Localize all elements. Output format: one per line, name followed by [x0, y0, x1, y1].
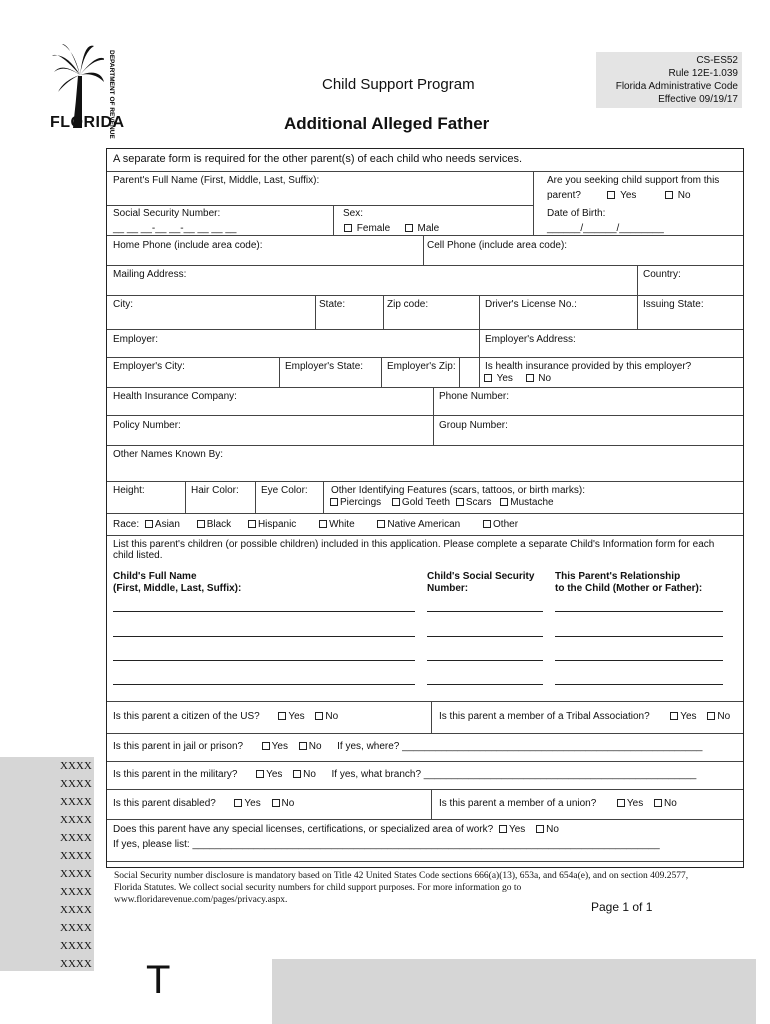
relationship-line-3[interactable]	[555, 660, 723, 661]
black-checkbox[interactable]	[197, 520, 205, 528]
form-title: Additional Alleged Father	[284, 114, 490, 133]
zip-label: Zip code:	[387, 299, 429, 310]
intro-text: A separate form is required for the other parent(s) of each child who needs services.	[113, 153, 523, 165]
military-question: Is this parent in the military?	[113, 769, 238, 780]
mailing-address-label: Mailing Address:	[113, 269, 187, 280]
child-name-header: Child's Full Name	[113, 571, 197, 582]
jail-question: Is this parent in jail or prison?	[113, 741, 244, 752]
citizen-no-label: No	[325, 711, 339, 722]
rule-number: Rule 12E-1.039	[668, 68, 738, 79]
relationship-line-1[interactable]	[555, 611, 723, 612]
other-race-label: Other	[493, 519, 519, 530]
phone-number-label: Phone Number:	[439, 391, 510, 402]
ssn-label: Social Security Number:	[113, 208, 221, 219]
employer-city-label: Employer's City:	[113, 361, 185, 372]
scars-label: Scars	[465, 497, 492, 508]
piercings-label: Piercings	[340, 497, 382, 508]
jail-row	[113, 741, 702, 753]
jail-yes-label: Yes	[271, 741, 288, 752]
union-question: Is this parent a member of a union?	[439, 798, 597, 809]
relationship-line-4[interactable]	[555, 684, 723, 685]
gold-teeth-checkbox[interactable]	[392, 498, 400, 506]
seeking-no-checkbox[interactable]	[665, 191, 673, 199]
sex-label: Sex:	[343, 208, 364, 219]
disabled-no-checkbox[interactable]	[272, 799, 280, 807]
license-list-field[interactable]: If yes, please list: ____________________________________________________________________________________	[113, 839, 660, 850]
disclosure-line-2: Florida Statutes. We collect social security numbers for child support purposes. For more information go to	[114, 883, 522, 893]
relationship-line-2[interactable]	[555, 636, 723, 637]
union-no-label: No	[663, 798, 677, 809]
relationship-header: This Parent's Relationship	[555, 571, 681, 582]
issuing-state-label: Issuing State:	[643, 299, 704, 310]
tribal-no-label: No	[717, 711, 731, 722]
relationship-subheader: to the Child (Mother or Father):	[555, 583, 703, 594]
redaction-mark: XXXX	[60, 886, 92, 898]
drivers-license-label: Driver's License No.:	[485, 299, 577, 310]
license-no-checkbox[interactable]	[536, 825, 544, 833]
city-label: City:	[113, 299, 133, 310]
redaction-mark: XXXX	[60, 940, 92, 952]
form-number: CS-ES52	[696, 55, 738, 66]
native-american-label: Native American	[387, 519, 461, 530]
male-checkbox[interactable]	[405, 224, 413, 232]
jail-yes-checkbox[interactable]	[262, 742, 270, 750]
country-label: Country:	[643, 269, 681, 280]
race-row	[113, 519, 518, 531]
health-company-label: Health Insurance Company:	[113, 391, 237, 402]
height-label: Height:	[113, 485, 145, 496]
child-ssn-header: Child's Social Security	[427, 571, 535, 582]
child-ssn-line-1[interactable]	[427, 611, 543, 612]
military-no-label: No	[303, 769, 316, 780]
jail-where-field[interactable]: If yes, where? ______________________________________________________	[337, 741, 703, 752]
asian-label: Asian	[154, 519, 180, 530]
effective-date: Effective 09/19/17	[658, 94, 738, 105]
program-name: Child Support Program	[322, 76, 475, 93]
seeking-yes-label: Yes	[620, 190, 637, 201]
citizen-question: Is this parent a citizen of the US?	[113, 711, 260, 722]
dor-vertical-text: DEPARTMENT OF REVENUE	[108, 50, 115, 139]
dob-label: Date of Birth:	[547, 208, 606, 219]
employer-state-label: Employer's State:	[285, 361, 364, 372]
features-options	[327, 497, 554, 509]
union-row	[439, 798, 677, 810]
florida-wordmark: FLORIDA	[50, 114, 125, 131]
female-checkbox[interactable]	[344, 224, 352, 232]
redaction-mark: XXXX	[60, 760, 92, 772]
disabled-row	[113, 798, 294, 810]
parent-name-label: Parent's Full Name (First, Middle, Last, Suffix):	[113, 175, 320, 186]
tribal-row	[439, 711, 730, 723]
child-ssn-line-2[interactable]	[427, 636, 543, 637]
asian-checkbox[interactable]	[145, 520, 153, 528]
employer-label: Employer:	[113, 334, 159, 345]
license-yes-label: Yes	[508, 824, 526, 835]
child-name-line-1[interactable]	[113, 611, 415, 612]
page-number: Page 1 of 1	[591, 900, 653, 914]
privacy-link[interactable]: www.floridarevenue.com/pages/privacy.aspx.	[114, 895, 288, 905]
cell-phone-label: Cell Phone (include area code):	[427, 240, 568, 251]
scars-checkbox[interactable]	[456, 498, 464, 506]
other-names-label: Other Names Known By:	[113, 449, 224, 460]
disabled-yes-checkbox[interactable]	[234, 799, 242, 807]
policy-number-label: Policy Number:	[113, 420, 181, 431]
seeking-support-options	[547, 190, 691, 202]
child-name-line-2[interactable]	[113, 636, 415, 637]
children-intro: List this parent's children (or possible children) included in this application. Please complete a separate Child's Information form for each	[113, 539, 715, 550]
citizen-yes-checkbox[interactable]	[278, 712, 286, 720]
employer-zip-label: Employer's Zip:	[387, 361, 456, 372]
state-label: State:	[319, 299, 346, 310]
bottom-gray-panel	[272, 959, 756, 1024]
white-checkbox[interactable]	[319, 520, 327, 528]
child-ssn-subheader: Number:	[427, 583, 469, 594]
redaction-mark: XXXX	[60, 904, 92, 916]
piercings-checkbox[interactable]	[330, 498, 338, 506]
license-no-label: No	[546, 824, 559, 835]
health-yes-checkbox[interactable]	[484, 374, 492, 382]
disabled-question: Is this parent disabled?	[113, 798, 216, 809]
jail-no-label: No	[308, 741, 322, 752]
disabled-no-label: No	[281, 798, 295, 809]
children-intro-cont: child listed.	[113, 550, 163, 561]
redaction-mark: XXXX	[60, 796, 92, 808]
seeking-question-end: parent?	[547, 190, 581, 201]
redaction-mark: XXXX	[60, 778, 92, 790]
health-insurance-question: Is health insurance provided by this employer?	[485, 361, 692, 372]
redaction-mark: XXXX	[60, 814, 92, 826]
union-yes-checkbox[interactable]	[617, 799, 625, 807]
race-label: Race:	[113, 519, 140, 530]
application-form	[106, 148, 744, 868]
ssn-field[interactable]: __ __ __-__ __-__ __ __ __	[113, 223, 237, 234]
group-number-label: Group Number:	[439, 420, 508, 431]
tribal-no-checkbox[interactable]	[707, 712, 715, 720]
child-name-line-4[interactable]	[113, 684, 415, 685]
home-phone-label: Home Phone (include area code):	[113, 240, 263, 251]
white-label: White	[329, 519, 355, 530]
seeking-no-label: No	[677, 190, 691, 201]
license-row	[113, 824, 559, 836]
mustache-checkbox[interactable]	[500, 498, 508, 506]
license-yes-checkbox[interactable]	[499, 825, 507, 833]
tribal-question: Is this parent a member of a Tribal Association?	[439, 711, 650, 722]
hispanic-checkbox[interactable]	[248, 520, 256, 528]
dob-field[interactable]: ______/______/________	[547, 223, 664, 234]
jail-no-checkbox[interactable]	[299, 742, 307, 750]
health-yes-label: Yes	[496, 373, 513, 384]
health-insurance-options	[481, 373, 551, 385]
seeking-yes-checkbox[interactable]	[607, 191, 615, 199]
mustache-label: Mustache	[510, 497, 554, 508]
health-no-label: No	[538, 373, 552, 384]
employer-address-label: Employer's Address:	[485, 334, 576, 345]
seeking-support-question: Are you seeking child support from this	[547, 175, 720, 186]
sex-options	[341, 223, 439, 235]
male-label: Male	[417, 223, 440, 234]
redaction-mark: XXXX	[60, 958, 92, 970]
military-branch-field[interactable]: If yes, what branch? _________________________________________________	[331, 769, 697, 780]
admin-code: Florida Administrative Code	[615, 81, 738, 92]
health-no-checkbox[interactable]	[526, 374, 534, 382]
citizen-row	[113, 711, 338, 723]
disabled-yes-label: Yes	[244, 798, 261, 809]
union-no-checkbox[interactable]	[654, 799, 662, 807]
rule-box	[596, 52, 742, 108]
military-row	[113, 769, 696, 781]
redaction-mark: XXXX	[60, 922, 92, 934]
hispanic-label: Hispanic	[257, 519, 297, 530]
gold-teeth-label: Gold Teeth	[401, 497, 451, 508]
military-yes-checkbox[interactable]	[256, 770, 264, 778]
tribal-yes-checkbox[interactable]	[670, 712, 678, 720]
features-label: Other Identifying Features (scars, tattoos, or birth marks):	[331, 485, 585, 496]
hair-color-label: Hair Color:	[191, 485, 239, 496]
child-ssn-line-3[interactable]	[427, 660, 543, 661]
citizen-no-checkbox[interactable]	[315, 712, 323, 720]
child-name-subheader: (First, Middle, Last, Suffix):	[113, 583, 242, 594]
tribal-yes-label: Yes	[680, 711, 697, 722]
female-label: Female	[356, 223, 391, 234]
eye-color-label: Eye Color:	[261, 485, 308, 496]
redaction-mark: XXXX	[60, 832, 92, 844]
redaction-mark: XXXX	[60, 868, 92, 880]
military-no-checkbox[interactable]	[293, 770, 301, 778]
other-race-checkbox[interactable]	[483, 520, 491, 528]
black-label: Black	[206, 519, 232, 530]
military-yes-label: Yes	[266, 769, 283, 780]
union-yes-label: Yes	[626, 798, 644, 809]
large-letter: T	[146, 958, 171, 1002]
native-american-checkbox[interactable]	[377, 520, 385, 528]
redaction-mark: XXXX	[60, 850, 92, 862]
child-name-line-3[interactable]	[113, 660, 415, 661]
child-ssn-line-4[interactable]	[427, 684, 543, 685]
license-question: Does this parent have any special licenses, certifications, or specialized area of work?	[113, 824, 494, 835]
citizen-yes-label: Yes	[288, 711, 305, 722]
disclosure-line-1: Social Security number disclosure is mandatory based on Title 42 United States Code sections 666(a)(13), 653a, and 654a(e), and on section 409.2577,	[114, 871, 689, 881]
